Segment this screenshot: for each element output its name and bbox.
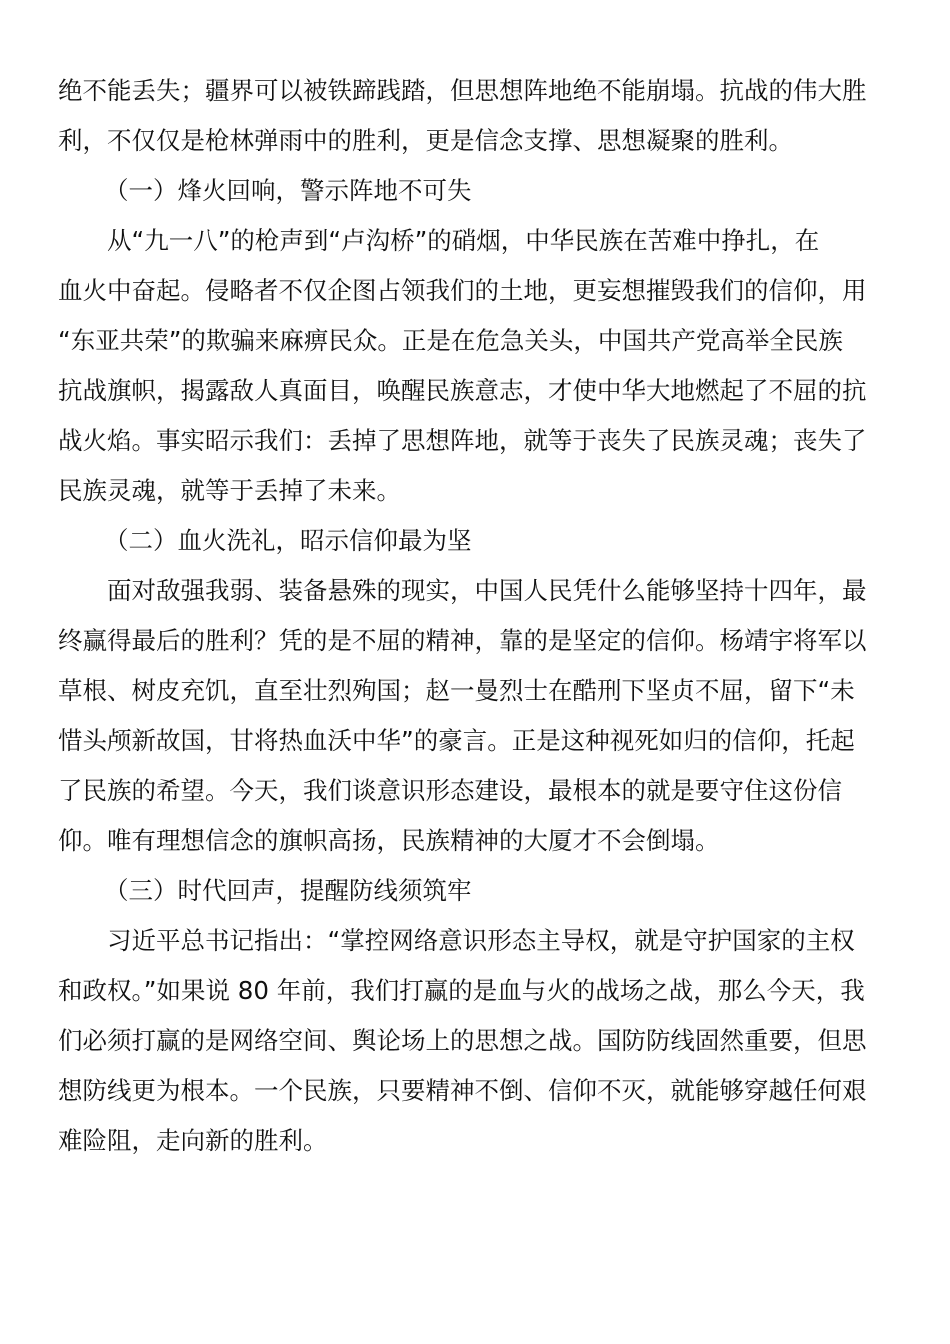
text-line: 了民族的希望。今天，我们谈意识形态建设，最根本的就是要守住这份信	[58, 776, 842, 805]
text-line: 民族灵魂，就等于丢掉了未来。	[58, 476, 401, 505]
paragraph-3	[58, 566, 950, 866]
text-line: 绝不能丢失；疆界可以被铁蹄践踏，但思想阵地绝不能崩塌。抗战的伟大胜	[58, 76, 867, 105]
text-line: 面对敌强我弱、装备悬殊的现实，中国人民凭什么能够坚持十四年，最	[58, 576, 867, 605]
text-line: 抗战旗帜，揭露敌人真面目，唤醒民族意志，才使中华大地燃起了不屈的抗	[58, 376, 867, 405]
paragraph-1	[58, 66, 950, 166]
section-heading-2	[58, 516, 950, 566]
heading-text: （一）烽火回响，警示阵地不可失	[104, 176, 472, 205]
text-line: “东亚共荣”的欺骗来麻痹民众。正是在危急关头，中国共产党高举全民族	[58, 326, 843, 355]
text-line: 终赢得最后的胜利？凭的是不屈的精神，靠的是坚定的信仰。杨靖宇将军以	[58, 626, 867, 655]
section-heading-3	[58, 866, 950, 916]
heading-text: （三）时代回声，提醒防线须筑牢	[104, 876, 472, 905]
heading-text: （二）血火洗礼，昭示信仰最为坚	[104, 526, 472, 555]
text-line: 想防线更为根本。一个民族，只要精神不倒、信仰不灭，就能够穿越任何艰	[58, 1076, 867, 1105]
text-line: 血火中奋起。侵略者不仅企图占领我们的土地，更妄想摧毁我们的信仰，用	[58, 276, 867, 305]
text-line: 习近平总书记指出：“掌控网络意识形态主导权，就是守护国家的主权	[58, 926, 855, 955]
text-line: 难险阻，走向新的胜利。	[58, 1126, 328, 1155]
section-heading-1	[58, 166, 950, 216]
text-line: 草根、树皮充饥，直至壮烈殉国；赵一曼烈士在酷刑下坚贞不屈，留下“未	[58, 676, 855, 705]
text-line: 惜头颅新故国，甘将热血沃中华”的豪言。正是这种视死如归的信仰，托起	[58, 726, 855, 755]
text-line: 战火焰。事实昭示我们：丢掉了思想阵地，就等于丧失了民族灵魂；丧失了	[58, 426, 867, 455]
text-line: 们必须打赢的是网络空间、舆论场上的思想之战。国防防线固然重要，但思	[58, 1026, 867, 1055]
paragraph-4	[58, 916, 950, 1166]
text-line: 从“九一八”的枪声到“卢沟桥”的硝烟，中华民族在苦难中挣扎，在	[58, 226, 820, 255]
text-line: 仰。唯有理想信念的旗帜高扬，民族精神的大厦才不会倒塌。	[58, 826, 720, 855]
text-line: 利，不仅仅是枪林弹雨中的胜利，更是信念支撑、思想凝聚的胜利。	[58, 126, 793, 155]
paragraph-2	[58, 216, 950, 516]
text-line: 和政权。”如果说 80 年前，我们打赢的是血与火的战场之战，那么今天，我	[58, 976, 865, 1005]
